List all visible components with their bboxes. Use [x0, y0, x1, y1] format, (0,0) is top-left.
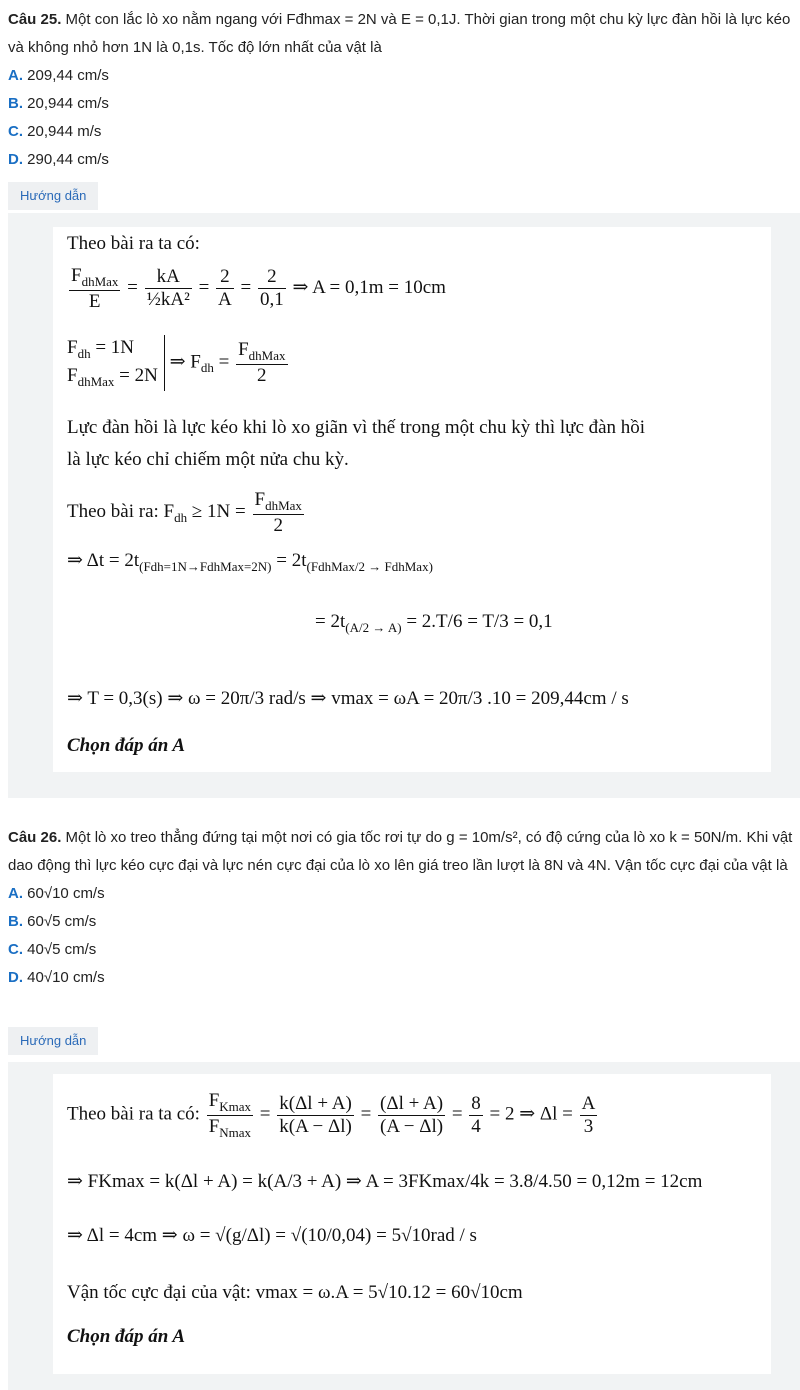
- solution-panel-26: [8, 1062, 800, 1390]
- guide-toggle-button[interactable]: Hướng dẫn: [8, 1027, 98, 1055]
- question-25: [8, 6, 800, 174]
- option-d[interactable]: D. 40√10 cm/s: [8, 969, 105, 986]
- solution-line: Vận tốc cực đại của vật: vmax = ω.A = 5√10.12 = 60√10cm: [67, 1282, 523, 1303]
- question-26-body: Một lò xo treo thẳng đứng tại một nơi có gia tốc rơi tự do g = 10m/s², có độ cứng của lò xo k = 50N/m. Khi vật dao động thì lực kéo cực đại và lực nén cực đại của lò xo lên giá treo lần lượt là 8N và 4N. Vận tốc cực đại của vật là: [8, 829, 793, 874]
- solution-line: ⇒ T = 0,3(s) ⇒ ω = 20π/3 rad/s ⇒ vmax = ωA = 20π/3 .10 = 209,44cm / s: [67, 688, 629, 709]
- solution-line: Lực đàn hồi là lực kéo khi lò xo giãn vì thế trong một chu kỳ thì lực đàn hồi: [67, 417, 646, 438]
- solution-equation: $F_{dh} = 1N$ $F_{dhMax} = 2N$ ⇒ $F_{dh}$ = $\frac{F_{dhMax}}{2}$: [67, 335, 290, 391]
- option-a[interactable]: A. 209,44 cm/s: [8, 67, 109, 84]
- solution-equation: ⇒ $\Delta t = 2t_{(Fdh=1N\to FdhMax=2N)} = 2t_{(FdhMax/2 \to FdhMax)}$: [67, 550, 433, 574]
- option-d[interactable]: D. 290,44 cm/s: [8, 151, 109, 168]
- guide-toggle-button[interactable]: Hướng dẫn: [8, 182, 98, 210]
- solution-line: ⇒ Δl = 4cm ⇒ ω = √(g/Δl) = √(10/0,04) = 5√10rad / s: [67, 1225, 477, 1246]
- solution-equation: Theo bài ra: $F_{dh} \ge 1N$ = $\frac{F_{dhMax}}{2}$: [67, 489, 302, 536]
- option-c[interactable]: C. 40√5 cm/s: [8, 941, 97, 958]
- option-c[interactable]: C. 20,944 m/s: [8, 123, 102, 140]
- question-25-label: Câu 25.: [8, 11, 62, 28]
- solution-panel-25: [8, 213, 800, 798]
- solution-image-25: [53, 227, 771, 772]
- solution-equation: = $2t_{(A/2 \to A)} = 2.T/6 = T/3 = 0,1$: [315, 611, 553, 635]
- solution-image-26: [53, 1074, 771, 1374]
- solution-line: là lực kéo chỉ chiếm một nửa chu kỳ.: [67, 449, 349, 470]
- question-25-body: Một con lắc lò xo nằm ngang với Fđhmax = 2N và E = 0,1J. Thời gian trong một chu kỳ lực đàn hồi là lực kéo và không nhỏ hơn 1N là 0,1s. Tốc độ lớn nhất của vật là: [8, 11, 791, 56]
- solution-conclusion: Chọn đáp án A: [67, 1326, 186, 1347]
- solution-conclusion: Chọn đáp án A: [67, 735, 186, 756]
- solution-line: ⇒ FKmax = k(Δl + A) = k(A/3 + A) ⇒ A = 3FKmax/4k = 3.8/4.50 = 0,12m = 12cm: [67, 1171, 703, 1192]
- option-a[interactable]: A. 60√10 cm/s: [8, 885, 105, 902]
- solution-equation: Theo bài ra ta có: $\frac{F_{Kmax}}{F_{Nmax}}$ = $\frac{k(\Delta l + A)}{k(A - \Delta l)}$ = $\frac{(\Delta l + A)}{(A - \Delta l)}$ = $\frac{8}{4}$ = 2 ⇒ Δl = $\frac{A}{3}$: [67, 1090, 596, 1140]
- question-26-text: [8, 824, 800, 880]
- solution-equation: $\frac{F_{dhMax}}{E}$ = $\frac{kA}{\text{½kA²}}$ = $\frac{2}{A}$ = $\frac{2}{0,1}$ ⇒ A = 0,1m = 10cm: [71, 265, 446, 312]
- option-b[interactable]: B. 60√5 cm/s: [8, 913, 97, 930]
- question-26: [8, 824, 800, 992]
- option-b[interactable]: B. 20,944 cm/s: [8, 95, 109, 112]
- solution-line: Theo bài ra ta có:: [67, 233, 200, 254]
- question-26-label: Câu 26.: [8, 829, 62, 846]
- question-25-text: [8, 6, 800, 62]
